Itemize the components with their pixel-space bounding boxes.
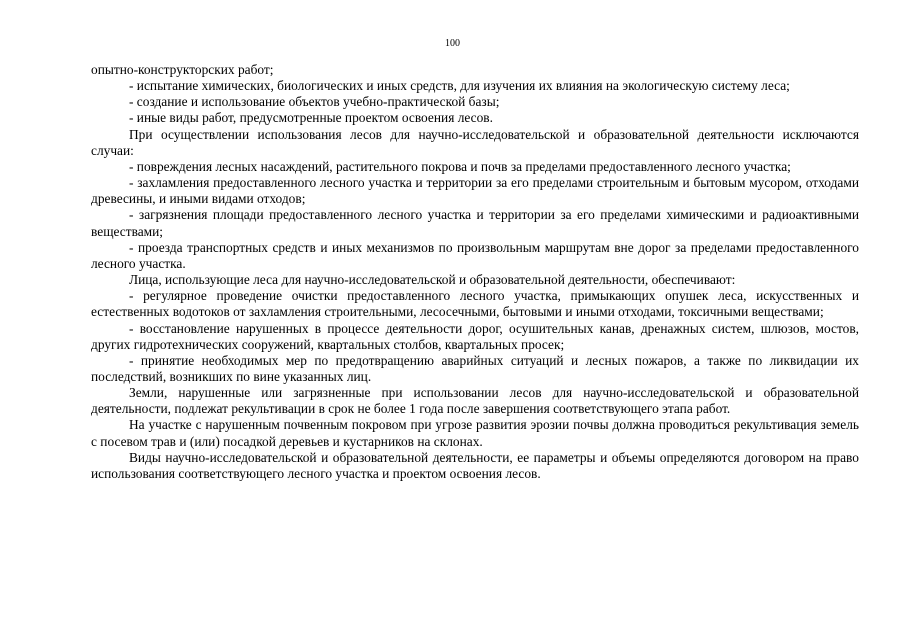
- paragraph-excluded-cases: При осуществлении использования лесов для научно-исследовательской и образовательной деятельности исключаются случаи:: [91, 126, 859, 158]
- paragraph-continuation: опытно-конструкторских работ;: [91, 62, 274, 77]
- paragraph-contract: Виды научно-исследовательской и образовательной деятельности, ее параметры и объемы определяются договором на право использования соответствующего лесного участка и проектом освоения лесов.: [91, 449, 859, 481]
- paragraph-erosion: На участке с нарушенным почвенным покровом при угрозе развития эрозии почвы должна проводиться рекультивация земель с посевом трав и (или) посадкой деревьев и кустарников на склонах.: [91, 417, 859, 449]
- paragraph-recultivation: Земли, нарушенные или загрязненные при использовании лесов для научно-исследовательской и образовательной деятельности, подлежат рекультивации в срок не более 1 года после завершения соответствующего этапа работ.: [91, 385, 859, 417]
- paragraph-obligations: Лица, использующие леса для научно-исследовательской и образовательной деятельности, обеспечивают:: [129, 272, 736, 288]
- list-item-damage: - повреждения лесных насаждений, растительного покрова и почв за пределами предоставленного лесного участка;: [129, 158, 791, 174]
- list-item-prevention: - принятие необходимых мер по предотвращению аварийных ситуаций и лесных пожаров, а также по ликвидации их последствий, возникших по вине указанных лиц.: [91, 352, 859, 384]
- list-item-training-base: - создание и использование объектов учебно-практической базы;: [129, 94, 500, 110]
- list-item-littering: - захламления предоставленного лесного участка и территории за его пределами строительным и бытовым мусором, отходами древесины, и иными видами отходов;: [91, 175, 859, 207]
- list-item-restoration: - восстановление нарушенных в процессе деятельности дорог, осушительных канав, дренажных систем, шлюзов, мостов, других гидротехнических сооружений, квартальных столбов, квартальных просек;: [91, 320, 859, 352]
- page-number: 100: [445, 38, 460, 49]
- list-item-cleaning: - регулярное проведение очистки предоставленного лесного участка, примыкающих опушек леса, искусственных и естественных водотоков от захламления строительными, лесосечными, бытовыми и иными отходами, токсичными веществами;: [91, 288, 859, 320]
- document-body: [91, 62, 859, 482]
- list-item-pollution: - загрязнения площади предоставленного лесного участка и территории за его пределами химическими и радиоактивными веществами;: [91, 207, 859, 239]
- list-item-vehicles: - проезда транспортных средств и иных механизмов по произвольным маршрутам вне дорог за пределами предоставленного лесного участка.: [91, 239, 859, 271]
- list-item-other-works: - иные виды работ, предусмотренные проектом освоения лесов.: [129, 110, 493, 126]
- list-item-chemical-testing: - испытание химических, биологических и иных средств, для изучения их влияния на экологическую систему леса;: [129, 78, 790, 94]
